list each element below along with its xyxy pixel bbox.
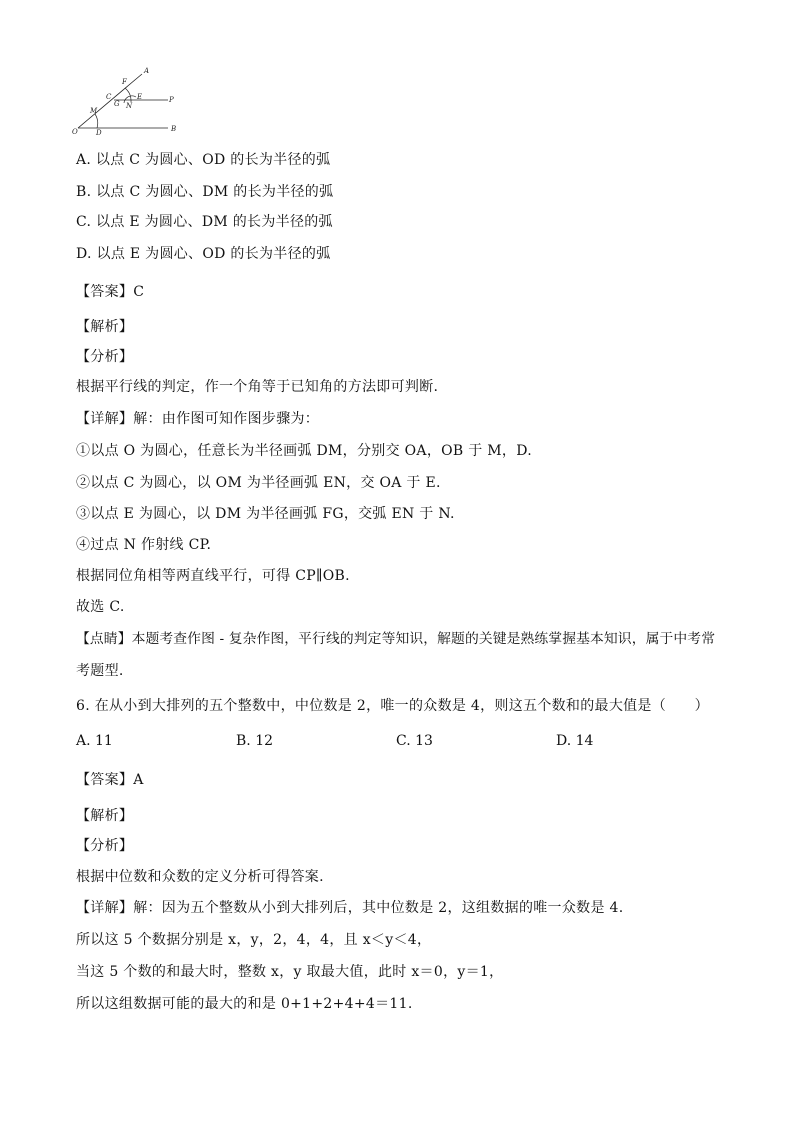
- arc-dm: [95, 114, 98, 128]
- q5-choose: 故选 C.: [76, 599, 125, 615]
- q6-detail-intro: 【详解】解：因为五个整数从小到大排列后，其中位数是 2，这组数据的唯一众数是 4.: [76, 900, 624, 916]
- q5-step-2: ②以点 C 为圆心，以 OM 为半径画弧 EN，交 OA 于 E.: [76, 475, 441, 491]
- q5-step-1: ①以点 O 为圆心，任意长为半径画弧 DM，分别交 OA，OB 于 M，D.: [76, 443, 533, 459]
- q6-line-2: 当这 5 个数的和最大时，整数 x，y 取最大值，此时 x＝0，y＝1，: [76, 964, 504, 980]
- q5-step-3: ③以点 E 为圆心，以 DM 为半径画弧 FG，交弧 EN 于 N.: [76, 506, 455, 522]
- q5-fenxi-text: 根据平行线的判定，作一个角等于已知角的方法即可判断.: [76, 379, 439, 395]
- q6-choice-d: D. 14: [556, 733, 594, 749]
- q5-answer: 【答案】C: [76, 284, 145, 300]
- q6-stem: 6. 在从小到大排列的五个整数中，中位数是 2，唯一的众数是 4，则这五个数和的最大值是（ ）: [76, 698, 709, 714]
- q5-conclusion: 根据同位角相等两直线平行，可得 CP∥OB.: [76, 568, 350, 584]
- q5-analysis-heading: 【解析】: [76, 319, 134, 335]
- q5-comment-line1: 【点睛】本题考查作图 - 复杂作图，平行线的判定等知识，解题的关键是熟练掌握基本知识，属于中考常: [76, 631, 716, 647]
- label-m: M: [90, 107, 98, 115]
- label-n: N: [126, 102, 133, 110]
- label-p: P: [169, 96, 174, 104]
- q6-choices: [76, 733, 636, 751]
- q6-line-3: 所以这组数据可能的最大的和是 0+1+2+4+4＝11.: [76, 996, 413, 1012]
- q6-choice-c: C. 13: [396, 733, 433, 749]
- q6-fenxi-text: 根据中位数和众数的定义分析可得答案.: [76, 869, 324, 885]
- q5-detail-intro: 【详解】解：由作图可知作图步骤为：: [76, 411, 320, 427]
- q5-comment-line2: 考题型.: [76, 663, 124, 679]
- label-c: C: [106, 93, 112, 101]
- q5-option-c: C. 以点 E 为圆心、DM 的长为半径的弧: [76, 214, 333, 230]
- q6-answer: 【答案】A: [76, 772, 144, 788]
- q5-fenxi-heading: 【分析】: [76, 349, 134, 365]
- q5-option-b: B. 以点 C 为圆心、DM 的长为半径的弧: [76, 184, 334, 200]
- label-g: G: [114, 100, 120, 108]
- label-o: O: [72, 128, 78, 136]
- label-f: F: [122, 78, 127, 86]
- label-a: A: [144, 67, 150, 75]
- label-e: E: [137, 93, 143, 101]
- q6-fenxi-heading: 【分析】: [76, 838, 134, 854]
- label-b: B: [171, 125, 177, 133]
- q5-option-a: A. 以点 C 为圆心、OD 的长为半径的弧: [76, 152, 331, 168]
- ray-oa: [78, 74, 142, 128]
- q5-step-4: ④过点 N 作射线 CP.: [76, 537, 212, 553]
- q6-choice-b: B. 12: [236, 733, 274, 749]
- construction-diagram: [68, 62, 188, 140]
- q6-line-1: 所以这 5 个数据分别是 x，y，2，4，4，且 x＜y＜4，: [76, 932, 432, 948]
- q6-analysis-heading: 【解析】: [76, 808, 134, 824]
- q5-option-d: D. 以点 E 为圆心、OD 的长为半径的弧: [76, 246, 331, 262]
- label-d: D: [96, 129, 102, 137]
- construction-figure: [68, 62, 188, 144]
- q6-choice-a: A. 11: [76, 733, 113, 749]
